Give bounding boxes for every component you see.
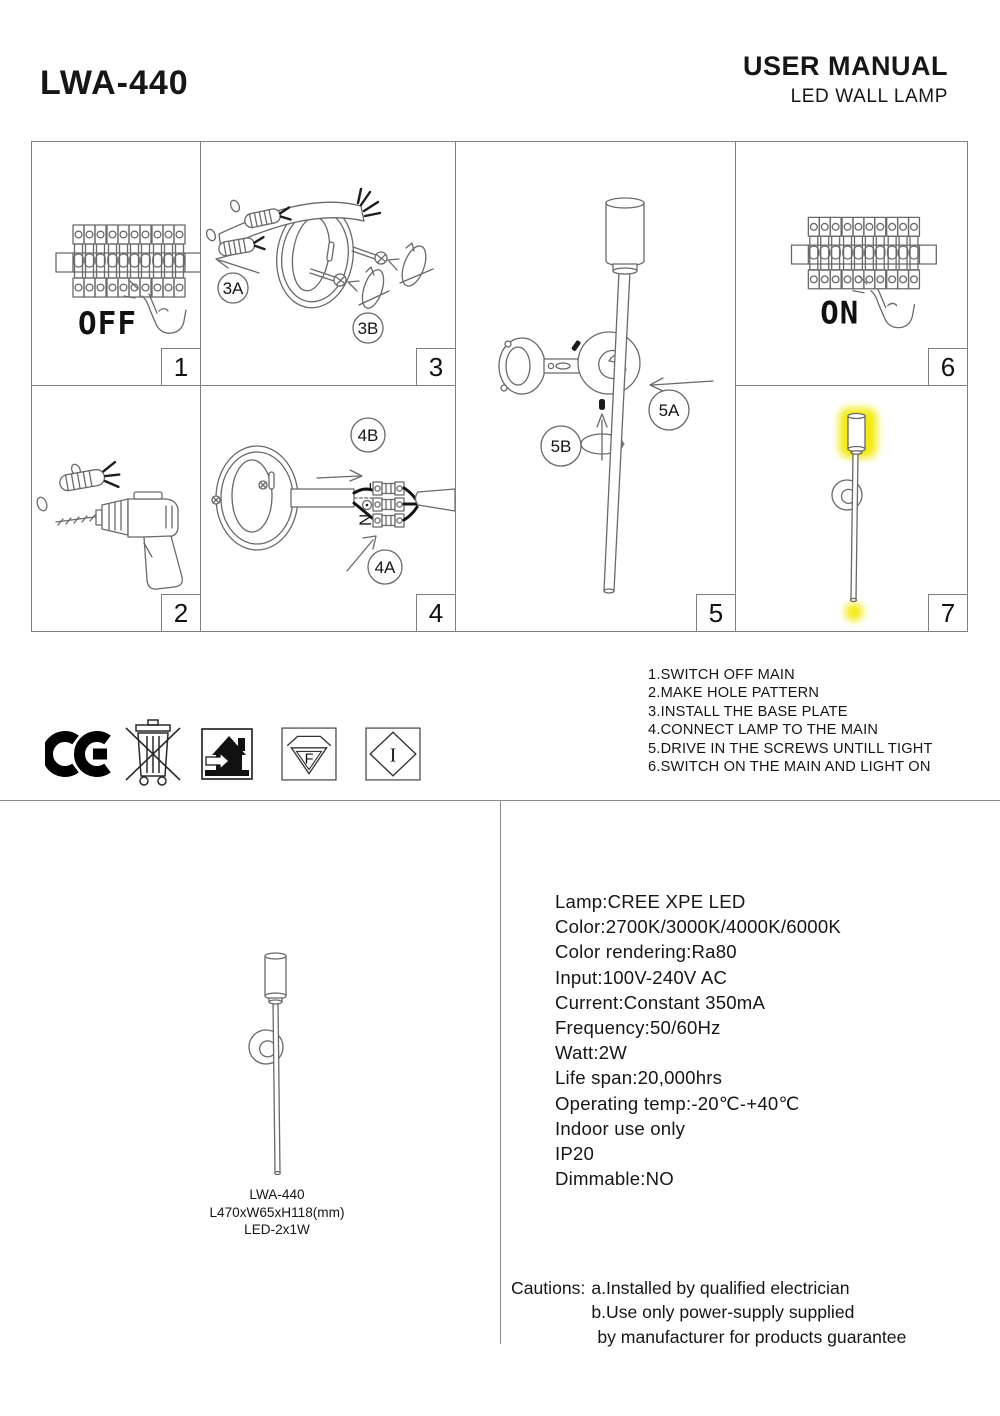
instruction-item: 2.MAKE HOLE PATTERN bbox=[648, 685, 820, 702]
step-panel-1-switch-off bbox=[31, 141, 201, 386]
page-title-model: LWA-440 bbox=[40, 64, 189, 102]
instructions-list bbox=[648, 666, 933, 776]
vertical-divider bbox=[500, 800, 501, 1344]
on-label: ON bbox=[820, 295, 860, 332]
spec-line: IP20 bbox=[555, 1143, 595, 1165]
drill-handle bbox=[144, 536, 182, 589]
manual-title: USER MANUAL bbox=[743, 51, 948, 81]
manual-subtitle: LED WALL LAMP bbox=[790, 86, 948, 107]
step-number-4: 4 bbox=[416, 594, 455, 631]
f-mark-letter: F bbox=[304, 751, 314, 768]
step-number-2: 2 bbox=[161, 594, 200, 631]
product-caption-led: LED-2x1W bbox=[244, 1222, 310, 1238]
wall-anchor bbox=[58, 462, 121, 497]
f-mark-icon bbox=[281, 727, 337, 781]
spec-line: Color rendering:Ra80 bbox=[555, 941, 737, 963]
cautions-block bbox=[511, 1276, 906, 1349]
lamp-rod bbox=[851, 453, 858, 599]
step-panel-5-assemble-lamp bbox=[455, 141, 736, 632]
installation-steps-grid bbox=[31, 141, 968, 632]
product-caption-dimensions: L470xW65xH118(mm) bbox=[209, 1204, 345, 1220]
indoor-use-icon bbox=[201, 728, 253, 780]
spec-line: Lamp:CREE XPE LED bbox=[555, 891, 746, 912]
spec-line: Indoor use only bbox=[555, 1117, 686, 1139]
instruction-item: 1.SWITCH OFF MAIN bbox=[648, 667, 795, 683]
spec-line: Life span:20,000hrs bbox=[555, 1067, 723, 1089]
instruction-item: 3.INSTALL THE BASE PLATE bbox=[648, 703, 848, 720]
lamp-head-cylinder bbox=[606, 198, 644, 208]
instruction-item: 6.SWITCH ON THE MAIN AND LIGHT ON bbox=[648, 759, 931, 776]
supply-cable bbox=[416, 489, 456, 511]
step-panel-6-switch-on bbox=[735, 141, 968, 386]
drill-body bbox=[128, 499, 178, 537]
callout-3a-label: 3A bbox=[222, 279, 244, 298]
step-number-3: 3 bbox=[416, 348, 455, 385]
lamp-head-cylinder bbox=[848, 416, 865, 449]
spec-line: Current:Constant 350mA bbox=[555, 991, 766, 1013]
terminal-block bbox=[373, 482, 404, 527]
callout-4b-label: 4B bbox=[357, 426, 379, 445]
step-panel-7-light-on bbox=[735, 385, 968, 632]
grub-screw bbox=[571, 340, 581, 352]
callout-5a-label: 5A bbox=[658, 401, 680, 420]
caution-line-a: a.Installed by qualified electrician bbox=[591, 1278, 850, 1298]
callout-3b-label: 3B bbox=[357, 319, 379, 338]
callout-4a-label: 4A bbox=[374, 558, 396, 577]
lamp-rod bbox=[604, 271, 630, 591]
grub-screw bbox=[599, 399, 605, 410]
certification-icons bbox=[45, 714, 421, 794]
wall-lamp-assembly-illustration bbox=[456, 142, 735, 631]
canopy bbox=[578, 332, 640, 394]
manual-title-block bbox=[743, 51, 948, 108]
cautions-lines bbox=[591, 1276, 906, 1349]
mount-bar bbox=[291, 489, 354, 507]
step-number-7: 7 bbox=[928, 594, 967, 631]
spec-line: Frequency:50/60Hz bbox=[555, 1017, 721, 1039]
spec-line: Operating temp:-20℃-+40℃ bbox=[555, 1092, 800, 1114]
specifications-list bbox=[555, 889, 841, 1191]
instruction-item: 5.DRIVE IN THE SCREWS UNTILL TIGHT bbox=[648, 740, 933, 757]
spec-line: Input:100V-240V AC bbox=[555, 966, 728, 988]
lamp-rod bbox=[273, 1002, 280, 1172]
step-panel-3-install-base-plate bbox=[200, 141, 456, 386]
spec-line: Color:2700K/3000K/4000K/6000K bbox=[555, 916, 841, 938]
ce-mark-icon bbox=[45, 731, 111, 777]
product-caption bbox=[177, 1186, 377, 1239]
off-label: OFF bbox=[78, 306, 137, 342]
weee-bin-icon bbox=[123, 716, 183, 792]
step-number-5: 5 bbox=[696, 594, 735, 631]
cautions-label: Cautions: bbox=[511, 1278, 586, 1298]
connect-arrow bbox=[317, 476, 359, 478]
push-arrow bbox=[652, 381, 713, 385]
caution-line-b: b.Use only power-supply supplied bbox=[591, 1302, 855, 1323]
step-number-6: 6 bbox=[928, 348, 967, 385]
product-drawing bbox=[208, 946, 353, 1188]
terminal-label-live: L bbox=[356, 482, 375, 492]
light-glow-bottom bbox=[845, 603, 863, 621]
terminal-label-neutral: N bbox=[356, 513, 375, 526]
step-panel-2-drill-holes bbox=[31, 385, 201, 632]
step-number-1: 1 bbox=[161, 348, 200, 385]
callout-5b-label: 5B bbox=[550, 437, 572, 456]
step-panel-4-connect-wiring bbox=[200, 385, 456, 632]
lamp-head-cylinder bbox=[265, 956, 286, 996]
spec-line: Watt:2W bbox=[555, 1042, 627, 1064]
caution-line-b-continued: by manufacturer for products guarantee bbox=[597, 1326, 907, 1347]
pointing-hand-icon bbox=[853, 276, 914, 328]
class-i-letter: I bbox=[389, 744, 397, 767]
class-i-icon bbox=[365, 727, 421, 781]
screw bbox=[353, 247, 376, 255]
product-caption-model: LWA-440 bbox=[249, 1187, 305, 1202]
spec-line: Dimmable:NO bbox=[555, 1168, 674, 1190]
instruction-item: 4.CONNECT LAMP TO THE MAIN bbox=[648, 722, 879, 739]
